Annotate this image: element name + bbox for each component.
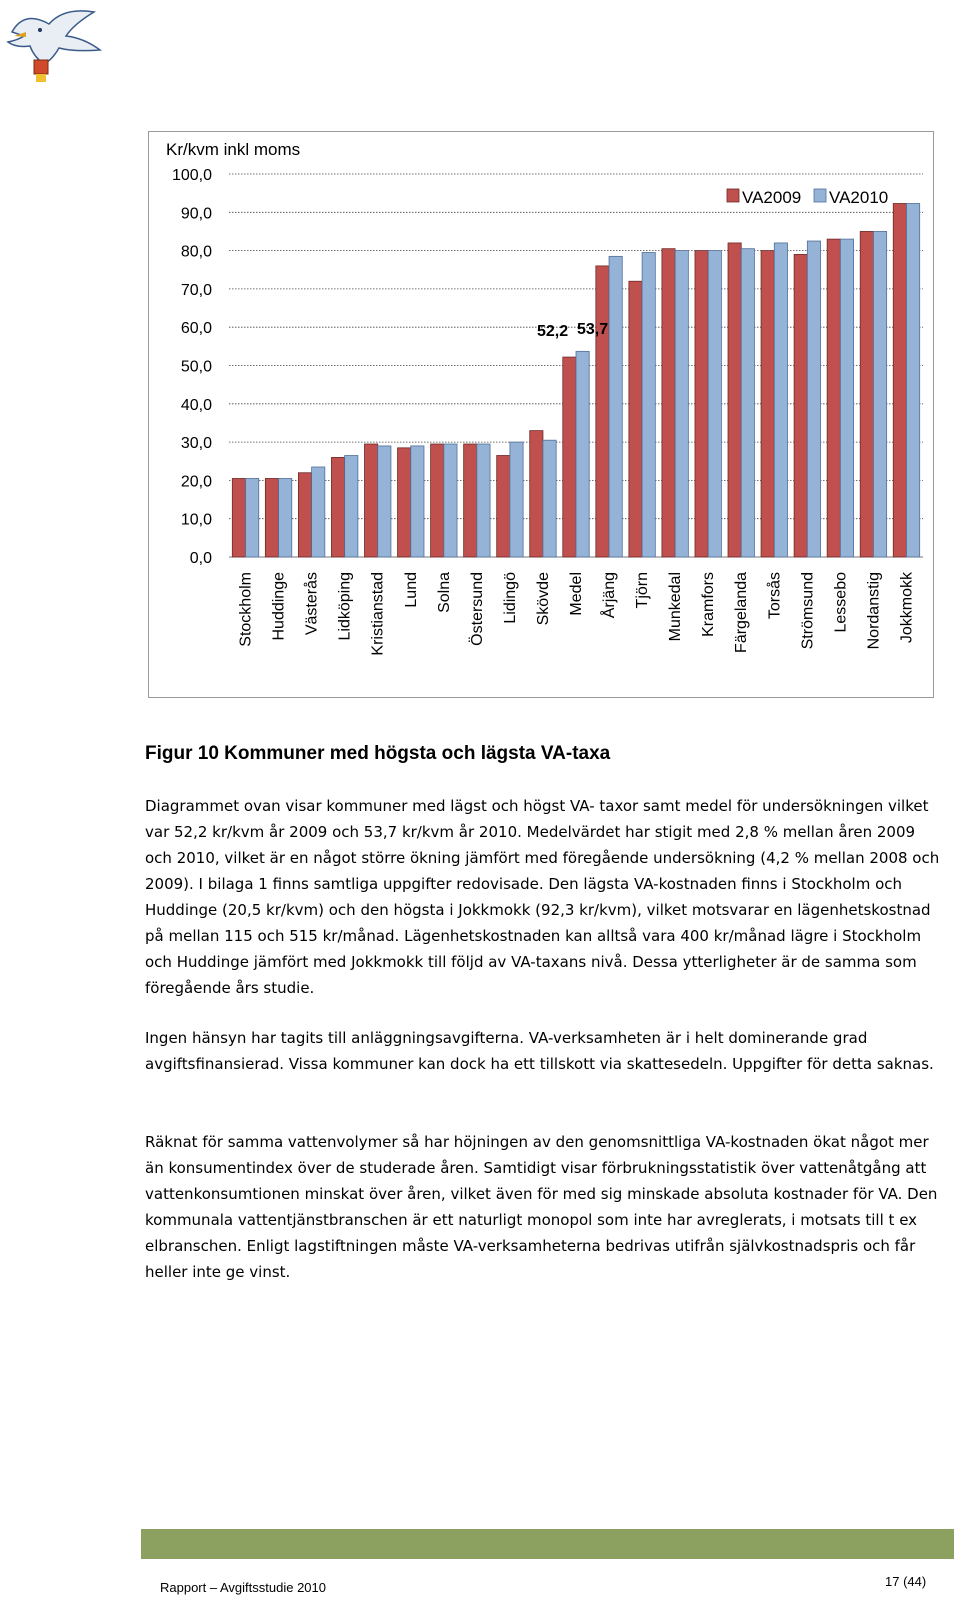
bar-va2009-17 <box>794 254 807 557</box>
bar-va2010-15 <box>741 249 754 557</box>
bar-va2009-12 <box>629 281 642 557</box>
bar-va2010-18 <box>840 239 853 557</box>
bar-va2009-15 <box>728 243 741 557</box>
bird-mascot-logo-icon <box>4 2 108 90</box>
x-tick-label: Östersund <box>468 572 486 646</box>
bar-va2009-5 <box>398 448 411 557</box>
chart-legend <box>727 188 888 207</box>
bar-va2009-10 <box>563 357 576 557</box>
y-tick-label: 40,0 <box>180 396 212 414</box>
chart-bars <box>232 203 919 557</box>
y-tick-label: 60,0 <box>180 320 212 338</box>
bar-va2010-3 <box>345 456 358 557</box>
bar-va2010-2 <box>312 467 325 557</box>
x-tick-label: Solna <box>435 572 453 613</box>
bar-va2009-2 <box>298 473 311 557</box>
x-axis-labels <box>238 571 916 656</box>
x-tick-label: Kramfors <box>700 572 718 637</box>
bar-va2009-16 <box>761 251 774 557</box>
y-tick-label: 70,0 <box>180 281 212 299</box>
legend-label-va2009: VA2009 <box>742 188 802 207</box>
legend-swatch-va2009 <box>727 189 739 202</box>
x-tick-label: Huddinge <box>270 572 288 641</box>
y-tick-label: 80,0 <box>180 243 212 261</box>
x-tick-label: Stockholm <box>237 572 255 647</box>
y-tick-label: 90,0 <box>180 205 212 223</box>
bar-va2010-6 <box>444 444 457 557</box>
bar-va2009-1 <box>265 478 278 557</box>
paragraph-financing: Ingen hänsyn har tagits till anläggningsavgifterna. VA-verksamheten är i helt dominerande grad avgiftsfinansierad. Vissa kommuner kan dock ha ett tillskott via skattesedeln. Uppgifter för detta saknas. <box>145 1029 934 1073</box>
x-tick-label: Medel <box>568 572 585 616</box>
x-tick-label: Lessebo <box>832 572 850 633</box>
bar-va2010-1 <box>279 478 292 557</box>
figure-title: Figur 10 Kommuner med högsta och lägsta VA-taxa <box>145 743 611 764</box>
bar-va2009-11 <box>596 266 609 557</box>
y-tick-label: 0,0 <box>189 550 212 567</box>
bar-va2010-14 <box>708 251 721 557</box>
data-label-medel-2009: 52,2 <box>537 323 569 340</box>
bar-va2010-12 <box>642 253 655 557</box>
bar-va2010-11 <box>609 256 622 557</box>
bar-va2009-18 <box>827 239 840 557</box>
x-tick-label: Jokkmokk <box>898 572 916 644</box>
x-tick-label: Lidköping <box>336 572 354 641</box>
y-tick-label: 10,0 <box>180 511 212 529</box>
x-tick-label: Kristianstad <box>369 572 387 656</box>
x-tick-label: Munkedal <box>667 572 685 642</box>
bar-va2010-16 <box>774 243 787 557</box>
paragraph-cost-trend: Räknat för samma vattenvolymer så har höjningen av den genomsnittliga VA-kostnaden ökat något mer än konsumentindex över de studerade åren. Samtidigt visar förbrukningsstatistik över vattenåtgång att vattenkonsumtionen minskat över åren, vilket även för med sig minskade absoluta kostnader för VA. Den kommunala vattentjänstbranschen är ett naturligt monopol som inte har avreglerats, i motsats till t ex elbranschen. Enligt lagstiftningen måste VA-verksamheterna bedrivas utifrån självkostnadspris och får heller inte ge vinst. <box>145 1133 938 1281</box>
bar-chart <box>148 131 934 698</box>
y-tick-label: 20,0 <box>180 473 212 491</box>
bar-va2009-13 <box>662 249 675 557</box>
x-tick-label: Strömsund <box>799 572 817 650</box>
x-tick-label: Färgelanda <box>733 572 751 653</box>
bar-va2010-5 <box>411 446 424 557</box>
x-tick-label: Lidingö <box>501 572 519 624</box>
bar-va2010-8 <box>510 442 523 557</box>
y-tick-label: 100,0 <box>171 167 212 184</box>
bar-va2009-4 <box>364 444 377 557</box>
footer-report-title: Rapport – Avgiftsstudie 2010 <box>160 1580 326 1595</box>
bar-va2009-0 <box>232 478 245 557</box>
bar-va2009-7 <box>464 444 477 557</box>
x-tick-label: Skövde <box>534 572 552 626</box>
bar-va2010-17 <box>807 241 820 557</box>
page-number: 17 (44) <box>885 1574 927 1589</box>
bar-va2009-9 <box>530 431 543 557</box>
x-tick-label: Lund <box>402 572 420 608</box>
bar-va2009-20 <box>893 203 906 557</box>
bar-va2010-20 <box>906 203 919 557</box>
y-axis-ticks <box>172 167 212 567</box>
legend-swatch-va2010 <box>814 189 826 202</box>
x-tick-label: Nordanstig <box>865 572 883 650</box>
y-axis-title: Kr/kvm inkl moms <box>166 140 301 159</box>
bar-va2009-19 <box>860 231 873 557</box>
bar-va2009-8 <box>497 456 510 557</box>
bar-va2009-3 <box>331 457 344 557</box>
bar-va2010-7 <box>477 444 490 557</box>
bar-va2009-14 <box>695 251 708 557</box>
bar-va2009-6 <box>431 444 444 557</box>
bar-va2010-4 <box>378 446 391 557</box>
chart-canvas <box>149 132 935 699</box>
x-tick-label: Västerås <box>303 572 321 636</box>
bar-va2010-9 <box>543 440 556 557</box>
x-tick-label: Torsås <box>766 572 784 620</box>
bar-va2010-0 <box>246 478 259 557</box>
x-tick-label: Årjäng <box>601 572 619 619</box>
bar-va2010-10 <box>576 351 589 557</box>
bar-va2010-13 <box>675 251 688 557</box>
paragraph-summary: Diagrammet ovan visar kommuner med lägst och högst VA- taxor samt medel för undersökningen vilket var 52,2 kr/kvm år 2009 och 53,7 kr/kvm år 2010. Medelvärdet har stigit med 2,8 % mellan åren 2009 och 2010, vilket är en något större ökning jämfört med föregående undersökning (4,2 % mellan 2008 och 2009). I bilaga 1 finns samtliga uppgifter redovisade. Den lägsta VA-kostnaden finns i Stockholm och Huddinge (20,5 kr/kvm) och den högsta i Jokkmokk (92,3 kr/kvm), vilket motsvarar en lägenhetskostnad på mellan 115 och 515 kr/månad. Lägenhetskostnaden kan alltså vara 400 kr/månad lägre i Stockholm och Huddinge jämfört med Jokkmokk till följd av VA-taxans nivå. Dessa ytterligheter är de samma som föregående års studie. <box>145 797 940 997</box>
footer-bar <box>141 1529 954 1559</box>
y-tick-label: 30,0 <box>180 435 212 453</box>
data-label-medel-2010: 53,7 <box>577 321 609 338</box>
y-tick-label: 50,0 <box>180 358 212 376</box>
legend-label-va2010: VA2010 <box>829 188 889 207</box>
bar-va2010-19 <box>873 231 886 557</box>
x-tick-label: Tjörn <box>634 572 652 609</box>
